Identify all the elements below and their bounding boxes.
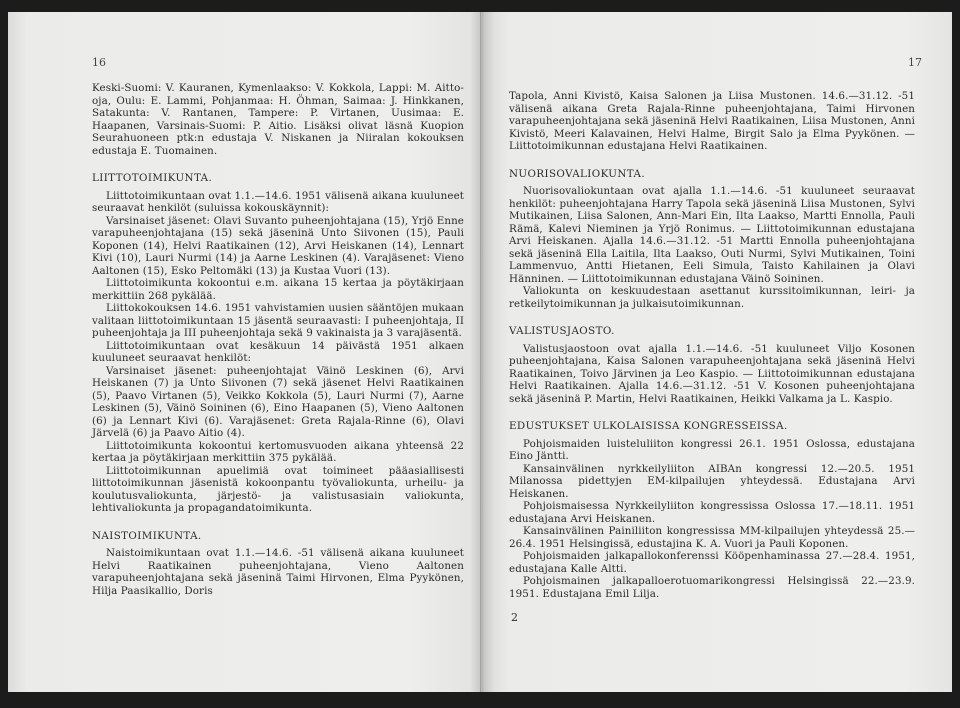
paragraph: Pohjoismaiden jalkapallokonferenssi Kööpenhaminassa 27.—28.4. 1951, edustajana Kalle Altti. [509, 550, 915, 575]
paragraph: Valiokunta on keskuudestaan asettanut kurssitoimikunnan, leiri- ja retkeilytoimikunnan ja julkaisutoimikunnan. [509, 285, 915, 310]
left-page-text [92, 82, 464, 597]
paragraph: Liittotoimikunta kokoontui kertomusvuoden aikana yhteensä 22 kertaa ja pöytäkirjaan merkittiin 375 pykälää. [92, 439, 464, 464]
signature-number: 2 [511, 611, 519, 624]
valistusjaosto-heading: VALISTUSJAOSTO. [509, 325, 615, 337]
paragraph: Kansainvälinen Painiliiton kongressissa MM-kilpailujen yhteydessä 25.—26.4. 1951 Helsingissä, edustajina K. A. Vuori ja Pauli Koponen. [509, 525, 915, 550]
naistoimikunta-heading: NAISTOIMIKUNTA. [92, 529, 202, 542]
nuorisovaliokunta-heading: NUORISOVALIOKUNTA. [509, 167, 646, 180]
paragraph: Valistusjaostoon ovat ajalla 1.1.—14.6. -51 kuuluneet Viljo Kosonen puheenjohtajana, Kaisa Salonen varapuheenjohtajana sekä jäseninä Helvi Raatikainen, Toivo Järvinen ja Leo Kaspio. — Liittotoimikunnan edustajana Helvi Raatikainen. Ajalla 14.6.—31.12. -51 V. Kosonen puheenjohtajana sekä jäseninä P. Martin, Helvi Raatikainen, Heikki Valkama ja L. Kaspio. [509, 342, 915, 405]
paragraph: Liittotoimikunnan apuelimiä ovat toimineet pääasiallisesti liittotoimikunnan jäsenistä kokoonpantu työvaliokunta, urheilu- ja koulutusvaliokunta, järjestö- ja valistusasiain valiokunta, lehtivaliokunta ja propagandatoimikunta. [92, 464, 464, 514]
right-intro-paragraph: Tapola, Anni Kivistö, Kaisa Salonen ja Liisa Mustonen. 14.6.—31.12. -51 välisenä aikana Greta Rajala-Rinne puheenjohtajana, Taimi Hirvonen varapuheenjohtajana sekä jäseninä Helvi Raatikainen, Liisa Mustonen, Anni Kivistö, Meeri Kalavainen, Helvi Halme, Birgit Salo ja Elma Pyykönen. — Liittotoimikunnan edustajana Helvi Raatikainen. [509, 90, 915, 152]
left-page-number: 16 [92, 56, 106, 69]
paragraph: Varsinaiset jäsenet: Olavi Suvanto puheenjohtajana (15), Yrjö Enne varapuheenjohtajana (15) sekä jäseninä Unto Siivonen (15), Pauli Koponen (14), Helvi Raatikainen (12), Arvi Heiskanen (14), Lennart Kivi (10), Lauri Nurmi (14) ja Aarne Leskinen (4). Varajäsenet: Vieno Aaltonen (15), Esko Peltomäki (13) ja Kustaa Vuori (13). [92, 214, 464, 277]
paragraph: Kansainvälinen nyrkkeilyliiton AIBAn kongressi 12.—20.5. 1951 Milanossa pidettyjen EM-kilpailujen yhteydessä. Edustajana Arvi Heiskanen. [509, 462, 915, 500]
paragraph: Liittotoimikuntaan ovat kesäkuun 14 päivästä 1951 alkaen kuuluneet seuraavat henkilöt: [92, 339, 464, 364]
left-intro-paragraph: Keski-Suomi: V. Kauranen, Kymenlaakso: V. Kokkola, Lappi: M. Aitto-oja, Oulu: E. Lammi, Pohjanmaa: H. Öhman, Saimaa: J. Hinkkanen, Satakunta: V. Rantanen, Tampere: P. Virtanen, Uusimaa: E. Haapanen, Varsinais-Suomi: P. Aitio. Lisäksi olivat läsnä Kuopion Seurahuoneen ptk:n edustaja V. Niskanen ja Niiralan kokouksen edustaja E. Tuomainen. [92, 82, 464, 157]
paragraph: Pohjoismainen jalkapalloerotuomarikongressi Helsingissä 22.—23.9. 1951. Edustajana Emil Lilja. [509, 575, 915, 600]
edustukset-heading: EDUSTUKSET ULKOLAISISSA KONGRESSEISSA. [509, 420, 788, 432]
left-page [8, 12, 481, 692]
paragraph: Liittokokouksen 14.6. 1951 vahvistamien uusien sääntöjen mukaan valitaan liittotoimikuntaan 15 jäsentä seuraavasti: I puheenjohtaja, II puheenjohtaja ja III puheenjohtaja sekä 9 vakinaista ja 3 varajäsentä. [92, 302, 464, 339]
right-page [481, 12, 952, 692]
right-page-number: 17 [908, 56, 922, 69]
paragraph: Pohjoismaisessa Nyrkkeilyliiton kongressissa Oslossa 17.—18.11. 1951 edustajana Arvi Heiskanen. [509, 500, 915, 525]
paragraph: Varsinaiset jäsenet: puheenjohtajat Väinö Leskinen (6), Arvi Heiskanen (7) ja Unto Siivonen (7) sekä jäsenet Helvi Raatikainen (5), Paavo Virtanen (5), Veikko Kokkola (5), Lauri Nurmi (7), Aarne Leskinen (5), Väinö Soininen (6), Eino Haapanen (5), Vieno Aaltonen (6) ja Lennart Kivi (6). Varajäsenet: Greta Rajala-Rinne (6), Olavi Järvelä (6) ja Paavo Aitio (4). [92, 364, 464, 439]
paragraph: Liittotoimikuntaan ovat 1.1.—14.6. 1951 välisenä aikana kuuluneet seuraavat henkilöt (suluissa kokouskäynnit): [92, 189, 464, 214]
right-page-text [509, 90, 915, 625]
paragraph: Nuorisovaliokuntaan ovat ajalla 1.1.—14.6. -51 kuuluneet seuraavat henkilöt: puheenjohtajana Harry Tapola sekä jäseninä Liisa Mustonen, Sylvi Mutikainen, Liisa Salonen, Ann-Mari Ein, Ilta Laakso, Martti Ennolla, Pauli Rämä, Kalevi Nieminen ja Yrjö Ronimus. — Liittotoimikunnan edustajana Arvi Heiskanen. Ajalla 14.6.—31.12. -51 Martti Ennolla puheenjohtajana sekä jäseninä Ella Laitila, Ilta Laakso, Outi Nurmi, Sylvi Mutikainen, Toini Lammenvuo, Antti Hietanen, Eeli Simula, Taisto Kahilainen ja Olavi Hänninen. — Liittotoimikunnan edustajana Väinö Soininen. [509, 185, 915, 285]
paragraph: Naistoimikuntaan ovat 1.1.—14.6. -51 välisenä aikana kuuluneet Helvi Raatikainen puheenjohtajana, Vieno Aaltonen varapuheenjohtajana sekä jäseninä Taimi Hirvonen, Elma Pyykönen, Hilja Paasikallio, Doris [92, 547, 464, 597]
paragraph: Liittotoimikunta kokoontui e.m. aikana 15 kertaa ja pöytäkirjaan merkittiin 268 pykälää. [92, 277, 464, 302]
paragraph: Pohjoismaiden luisteluliiton kongressi 26.1. 1951 Oslossa, edustajana Eino Jäntti. [509, 437, 915, 462]
liittotoimikunta-heading: LIITTOTOIMIKUNTA. [92, 172, 213, 184]
